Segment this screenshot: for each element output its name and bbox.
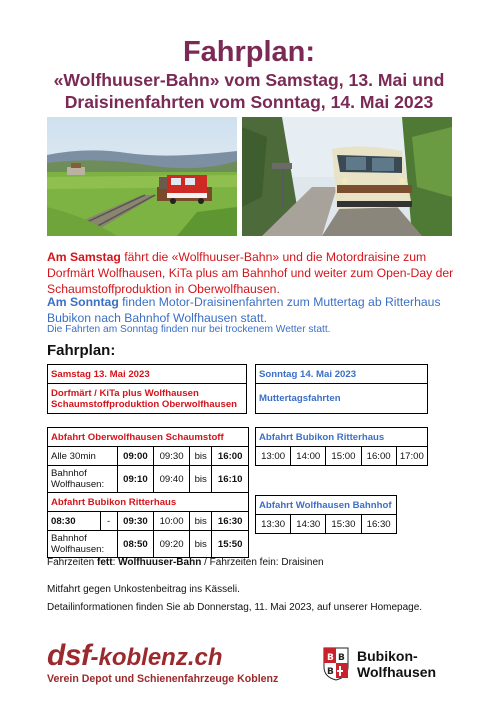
table-row [256,447,428,466]
dash-cell: - [100,512,117,531]
coat-of-arms-icon [323,647,349,681]
saturday-lead: Am Samstag [47,250,121,264]
fare-note: Mitfahrt gegen Unkostenbeitrag ins Kässeli. [47,584,240,595]
sunday-timetable [255,427,428,534]
time-cell: 15:50 [212,531,249,558]
dsf-domain: -koblenz.ch [90,644,223,671]
time-cell: 09:30 [117,512,154,531]
subtitle-line-1: «Wolfhuuser-Bahn» vom Samstag, 13. Mai und [53,70,445,90]
row-label [48,531,118,558]
saturday-timetable [47,427,249,558]
time-cell: 08:50 [117,531,154,558]
time-cell: 16:00 [361,447,396,466]
schedule-heading: Fahrplan: [47,342,116,359]
bis-cell: bis [190,512,212,531]
photo-red-draisine [47,117,237,236]
bis-cell: bis [190,447,212,466]
times-legend: Fahrzeiten fett: Wolfhuuser-Bahn / Fahrzeiten fein: Draisinen [47,557,324,568]
row-label-line-1: Bahnhof [51,468,87,479]
time-cell: 09:10 [117,466,154,493]
svg-text:B: B [338,653,345,663]
subtitle-line-2: Draisinenfahrten vom Sonntag, 14. Mai 2023 [64,92,434,112]
time-cell: 09:20 [154,531,190,558]
time-cell: 15:30 [326,515,361,534]
time-cell: 13:30 [256,515,291,534]
time-cell: 16:30 [212,512,249,531]
row-label [48,466,118,493]
municipality-name: Bubikon- Wolfhausen [357,648,437,680]
table-row [48,447,249,466]
page-subtitle [0,69,498,113]
bis-cell: bis [190,531,212,558]
municipality-logo [323,647,436,681]
dsf-logo [47,640,278,685]
page-title: Fahrplan: [182,36,316,68]
saturday-header-table [47,364,247,414]
table-row [48,531,249,558]
row-label: Alle 30min [48,447,118,466]
weather-note: Die Fahrten am Sonntag finden nur bei trockenem Wetter statt. [47,324,331,335]
saturday-route-line-1: Dorfmärt / KiTa plus Wolfhausen [51,387,199,399]
sunday-date: Sonntag 14. Mai 2023 [256,365,428,384]
sunday-header-table [255,364,428,414]
table-row [256,515,428,534]
time-cell: 09:40 [154,466,190,493]
row-label: 08:30 [48,512,101,531]
dsf-brand: dsf [47,639,91,672]
time-cell: 09:30 [154,447,190,466]
details-note: Detailinformationen finden Sie ab Donnerstag, 11. Mai 2023, auf unserer Homepage. [47,602,423,613]
saturday-block2-title: Abfahrt Bubikon Ritterhaus [48,493,249,512]
time-cell: 17:00 [396,447,427,466]
time-cell: 16:10 [212,466,249,493]
saturday-paragraph [47,249,457,298]
bis-cell: bis [190,466,212,493]
sunday-text: finden Motor-Draisinenfahrten zum Muttertag ab Ritterhaus Bubikon nach Bahnhof Wolfhausen statt. [47,295,441,326]
saturday-route-line-2: Schaumstoffproduktion Oberwolfhausen [51,398,238,410]
saturday-block1-title: Abfahrt Oberwolfhausen Schaumstoff [48,428,249,447]
sunday-block2-title: Abfahrt Wolfhausen Bahnhof [256,496,397,515]
sunday-block1-title: Abfahrt Bubikon Ritterhaus [256,428,428,447]
time-cell: 10:00 [154,512,190,531]
sunday-paragraph [47,294,457,326]
saturday-text: fährt die «Wolfhuuser-Bahn» und die Motordraisine zum Dorfmärt Wolfhausen, KiTa plus am Bahnhof und weiter zum Open-Day der Schaumstoffproduktion in Oberwolfhausen. [47,250,454,297]
time-cell: 14:00 [291,447,326,466]
row-label-line-2: Wolfhausen: [51,544,105,555]
time-cell: 14:30 [291,515,326,534]
time-cell: 15:00 [326,447,361,466]
time-cell: 13:00 [256,447,291,466]
dsf-organisation: Verein Depot und Schienenfahrzeuge Koblenz [47,673,279,685]
time-cell: 16:00 [212,447,249,466]
table-row [48,512,249,531]
sunday-route: Muttertagsfahrten [256,384,428,414]
row-label-line-2: Wolfhausen: [51,479,105,490]
row-label-line-1: Bahnhof [51,533,87,544]
saturday-date: Samstag 13. Mai 2023 [48,365,247,384]
sunday-lead: Am Sonntag [47,295,119,309]
svg-text:B: B [327,653,334,663]
table-row [48,466,249,493]
time-cell: 09:00 [117,447,154,466]
saturday-route [48,384,247,414]
svg-text:B: B [327,667,334,677]
time-cell: 16:30 [361,515,396,534]
photo-cream-railcar [242,117,452,236]
